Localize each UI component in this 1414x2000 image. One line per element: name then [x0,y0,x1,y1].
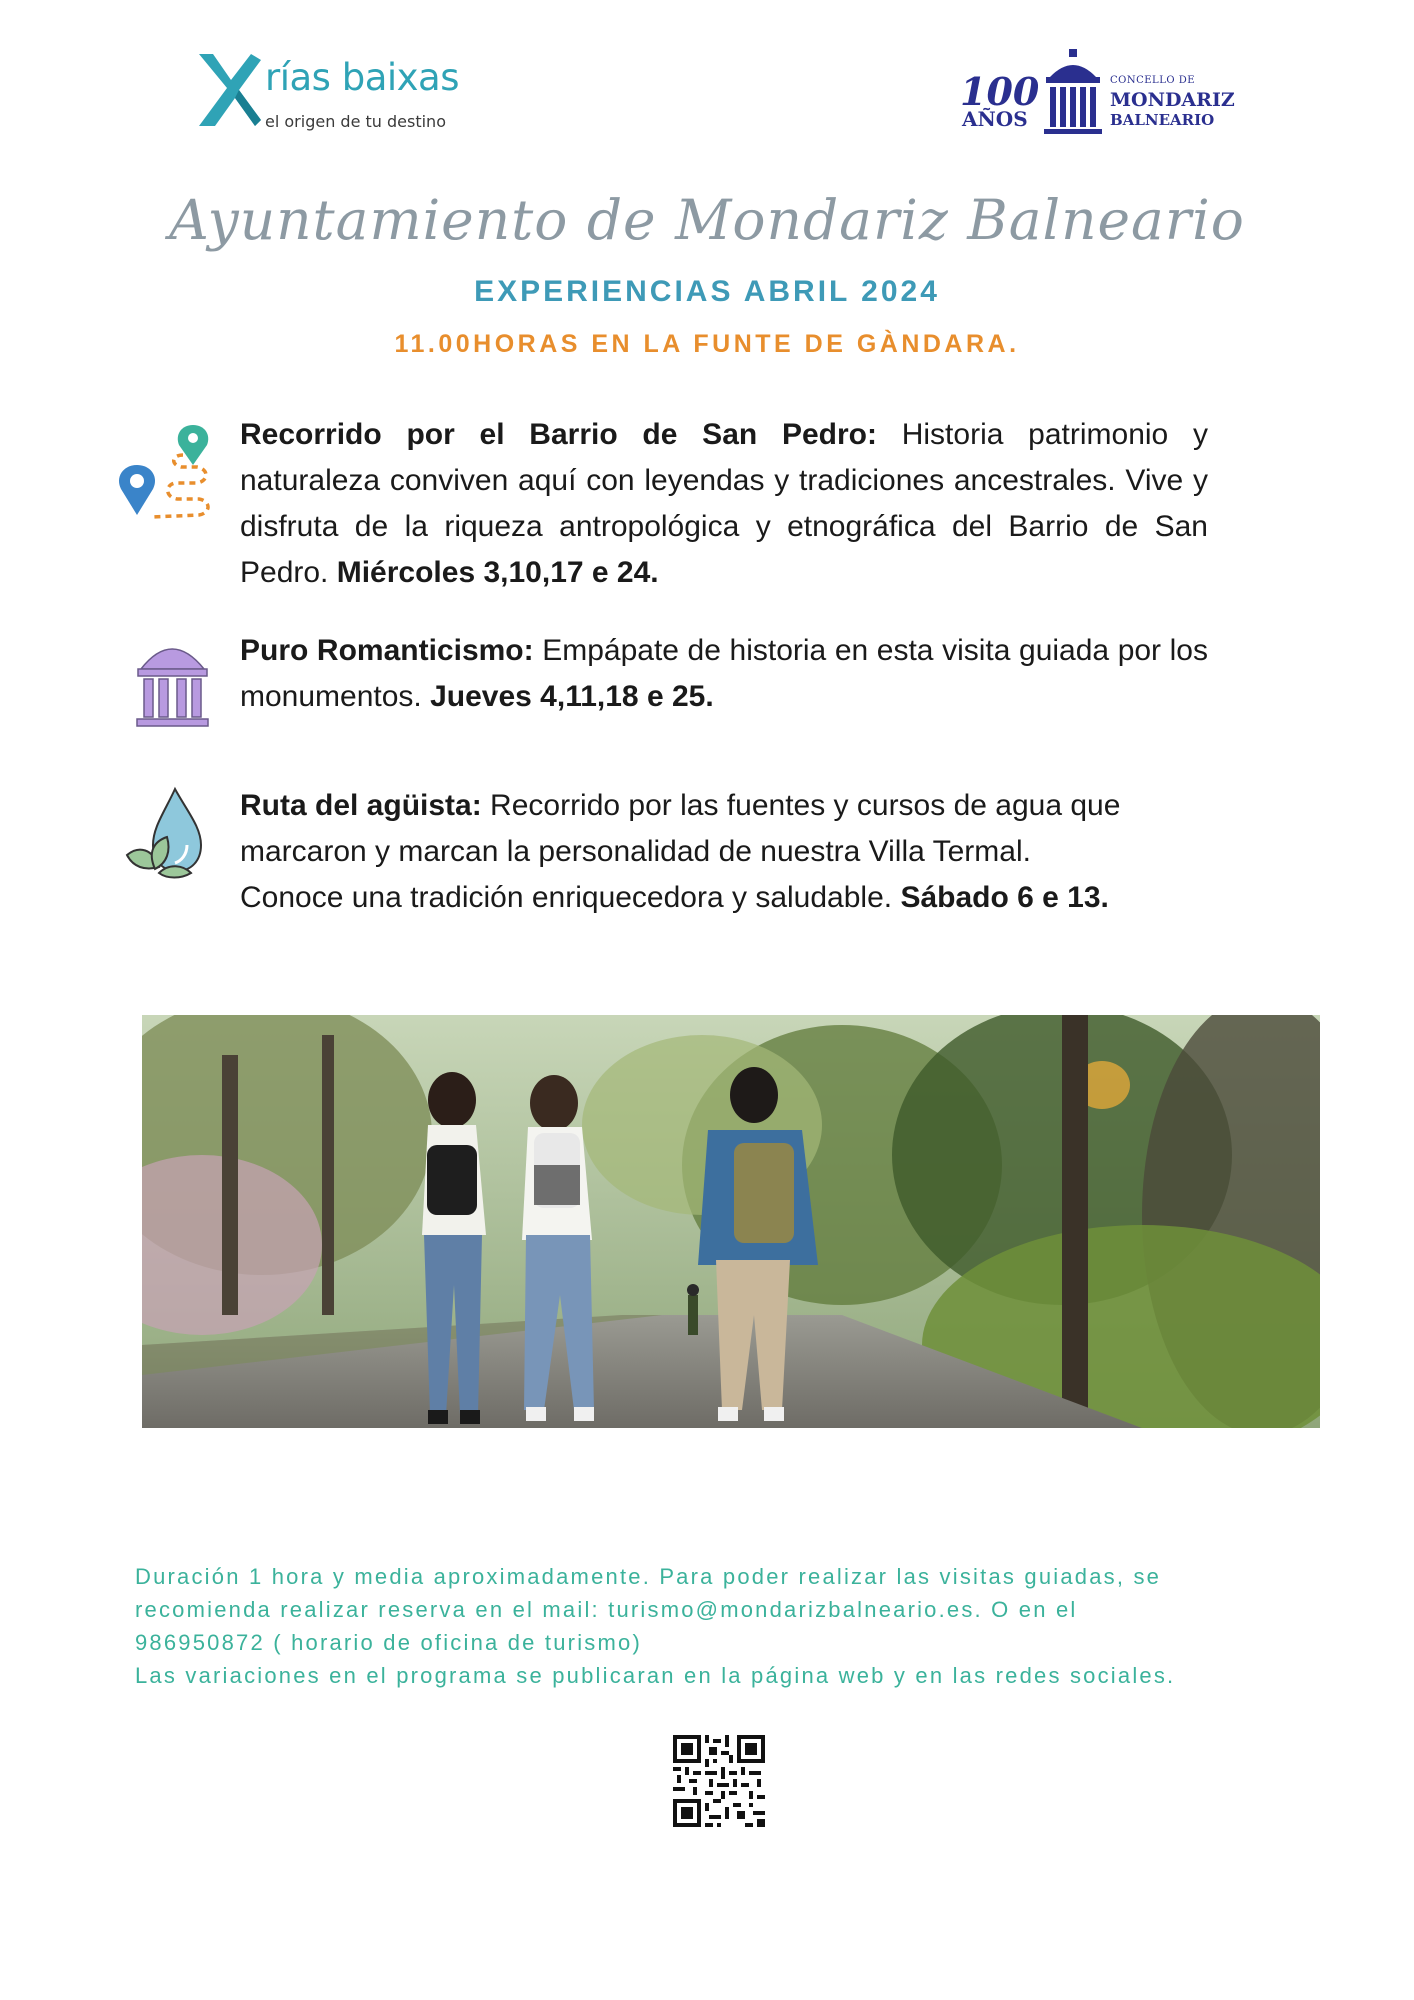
experience-description-line: Conoce una tradición enriquecedora y saludable. [240,881,901,914]
route-map-pins-icon [115,425,215,535]
experience-description-line: Recorrido por las fuentes y cursos de agua que [481,789,1121,822]
page-subtitle: EXPERIENCIAS ABRIL 2024 [474,275,940,308]
info-line: 986950872 ( horario de oficina de turismo) [135,1630,642,1655]
page-title: Ayuntamiento de Mondariz Balneario [169,188,1245,252]
qr-code[interactable] [673,1735,765,1827]
experience-san-pedro [240,412,1208,596]
experience-schedule: Sábado 6 e 13. [900,881,1109,914]
concello-line2: MONDARIZ [1110,89,1235,111]
rias-baixas-tagline: el origen de tu destino [265,112,446,131]
experience-schedule: Jueves 4,11,18 e 25. [430,680,714,713]
centenary-years: 100 [960,69,1040,114]
info-line: Duración 1 hora y media aproximadamente. Para poder realizar las visitas guiadas, se [135,1564,1162,1589]
experience-description: Empápate de historia en esta visita guiada por los monumentos. [240,634,1208,713]
rias-baixas-logo [195,50,475,140]
concello-line3: BALNEARIO [1110,111,1215,129]
temple-building-icon [135,635,210,730]
info-line: recomienda realizar reserva en el mail: turismo@mondarizbalneario.es. O en el [135,1597,1078,1622]
time-and-place: 11.00HORAS EN LA FUNTE DE GÀNDARA. [394,330,1020,358]
experience-description-line: marcaron y marcan la personalidad de nuestra Villa Termal. [240,835,1031,868]
rias-baixas-x-icon [195,50,265,130]
experience-name: Puro Romanticismo: [240,634,534,667]
info-line: Las variaciones en el programa se publicaran en la página web y en las redes sociales. [135,1663,1176,1688]
experience-ruta-aguista [240,783,1208,921]
experience-puro-romanticismo [240,628,1208,720]
booking-info [135,1560,1305,1692]
concello-centenary-logo [960,45,1235,135]
experience-schedule: Miércoles 3,10,17 e 24. [336,556,659,589]
water-drop-leaves-icon [125,785,215,885]
park-walkers-photo [142,1015,1320,1428]
rias-baixas-brand: rías baixas [265,56,459,99]
concello-line1: CONCELLO DE [1110,75,1196,86]
experience-description: Historia patrimonio y naturaleza conviven aquí con leyendas y tradiciones ancestrales. Vive y disfruta de la riqueza antropológica y etnográfica del Barrio de San Pedro. [240,418,1208,589]
balneario-building-icon [1042,49,1104,135]
experience-name: Ruta del agüista: [240,789,482,822]
park-walkers-image [142,1015,1320,1428]
centenary-years-word: AÑOS [962,107,1028,131]
experience-name: Recorrido por el Barrio de San Pedro: [240,418,877,451]
